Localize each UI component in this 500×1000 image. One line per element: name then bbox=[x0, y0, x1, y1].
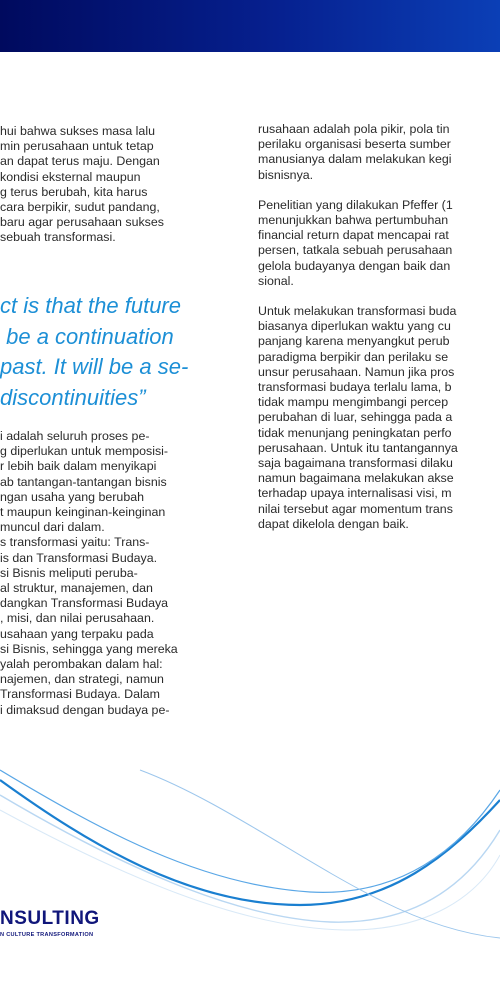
text-line: Penelitian yang dilakukan Pfeffer (1 bbox=[258, 197, 453, 212]
text-line: tidak mampu mengimbangi percep bbox=[258, 395, 449, 410]
text-line: is dan Transformasi Budaya. bbox=[0, 550, 158, 565]
text-line: financial return dapat mencapai rat bbox=[258, 228, 449, 243]
text-line: terhadap upaya internalisasi visi, m bbox=[258, 486, 452, 501]
left-column bbox=[0, 124, 236, 246]
text-line: manusianya dalam melakukan kegi bbox=[258, 152, 452, 167]
pull-quote bbox=[0, 291, 236, 413]
text-line: baru agar perusahaan sukses bbox=[0, 215, 164, 230]
text-line: i adalah seluruh proses pe- bbox=[0, 429, 150, 443]
text-line: si Bisnis meliputi peruba- bbox=[0, 565, 138, 580]
company-logo: NSULTING bbox=[0, 908, 100, 929]
text-line: biasanya diperlukan waktu yang cu bbox=[258, 319, 451, 334]
text-line: unsur perusahaan. Namun jika pros bbox=[258, 364, 455, 379]
text-line: gelola budayanya dengan baik dan bbox=[258, 258, 451, 273]
text-line: Transformasi Budaya. Dalam bbox=[0, 687, 160, 702]
text-line: yalah perombakan dalam hal: bbox=[0, 657, 163, 672]
text-line: bisnisnya. bbox=[258, 167, 314, 182]
text-line: saja bagaimana transformasi dilaku bbox=[258, 456, 453, 471]
quote-line: past. It will be a se- bbox=[0, 354, 189, 379]
right-column bbox=[258, 122, 500, 532]
text-line: cara berpikir, sudut pandang, bbox=[0, 200, 160, 215]
text-line: perubahan di luar, sehingga pada a bbox=[258, 410, 453, 425]
text-line: transformasi budaya terlalu lama, b bbox=[258, 380, 452, 395]
text-line: tidak menunjang peningkatan perfo bbox=[258, 425, 452, 440]
text-line: al struktur, manajemen, dan bbox=[0, 581, 153, 596]
text-line: t maupun keinginan-keinginan bbox=[0, 505, 166, 520]
text-line: sebuah transformasi. bbox=[0, 230, 116, 245]
text-line: g terus berubah, kita harus bbox=[0, 184, 148, 199]
text-line: panjang karena menyangkut perub bbox=[258, 334, 450, 349]
text-line: dangkan Transformasi Budaya bbox=[0, 596, 169, 611]
right-paragraph-2 bbox=[258, 198, 500, 289]
logo-tagline: N CULTURE TRANSFORMATION bbox=[0, 932, 94, 938]
text-line: dapat dikelola dengan baik. bbox=[258, 516, 409, 531]
text-line: namun bagaimana melakukan akse bbox=[258, 471, 454, 486]
right-paragraph-3 bbox=[258, 304, 500, 532]
text-line: usahaan yang terpaku pada bbox=[0, 626, 154, 641]
text-line: , misi, dan nilai perusahaan. bbox=[0, 611, 155, 626]
text-line: r lebih baik dalam menyikapi bbox=[0, 459, 157, 474]
left-intro-paragraph bbox=[0, 124, 236, 246]
text-line: min perusahaan untuk tetap bbox=[0, 139, 154, 154]
text-line: s transformasi yaitu: Trans- bbox=[0, 535, 150, 550]
text-line: muncul dari dalam. bbox=[0, 520, 105, 535]
left-body-paragraph bbox=[0, 429, 236, 718]
text-line: an dapat terus maju. Dengan bbox=[0, 154, 160, 169]
text-line: najemen, dan strategi, namun bbox=[0, 672, 164, 687]
right-paragraph-1 bbox=[258, 122, 500, 183]
text-line: paradigma berpikir dan perilaku se bbox=[258, 349, 449, 364]
text-line: nilai tersebut agar momentum trans bbox=[258, 501, 453, 516]
text-line: ab tantangan-tantangan bisnis bbox=[0, 474, 167, 489]
text-line: rusahaan adalah pola pikir, pola tin bbox=[258, 122, 450, 136]
text-line: hui bahwa sukses masa lalu bbox=[0, 124, 155, 138]
text-line: sional. bbox=[258, 273, 294, 288]
text-line: Untuk melakukan transformasi buda bbox=[258, 304, 457, 319]
text-line: perilaku organisasi beserta sumber bbox=[258, 137, 451, 152]
quote-line: ct is that the future bbox=[0, 293, 181, 318]
text-line: si Bisnis, sehingga yang mereka bbox=[0, 641, 178, 656]
quote-line: be a continuation bbox=[0, 323, 174, 349]
quote-line: discontinuities” bbox=[0, 384, 146, 410]
text-line: g diperlukan untuk memposisi- bbox=[0, 444, 169, 459]
text-line: kondisi eksternal maupun bbox=[0, 169, 141, 184]
text-line: i dimaksud dengan budaya pe- bbox=[0, 702, 170, 717]
text-line: perusahaan. Untuk itu tantangannya bbox=[258, 440, 458, 455]
text-line: ngan usaha yang berubah bbox=[0, 489, 144, 504]
text-line: persen, tatkala sebuah perusahaan bbox=[258, 243, 453, 258]
text-line: menunjukkan bahwa pertumbuhan bbox=[258, 213, 449, 228]
